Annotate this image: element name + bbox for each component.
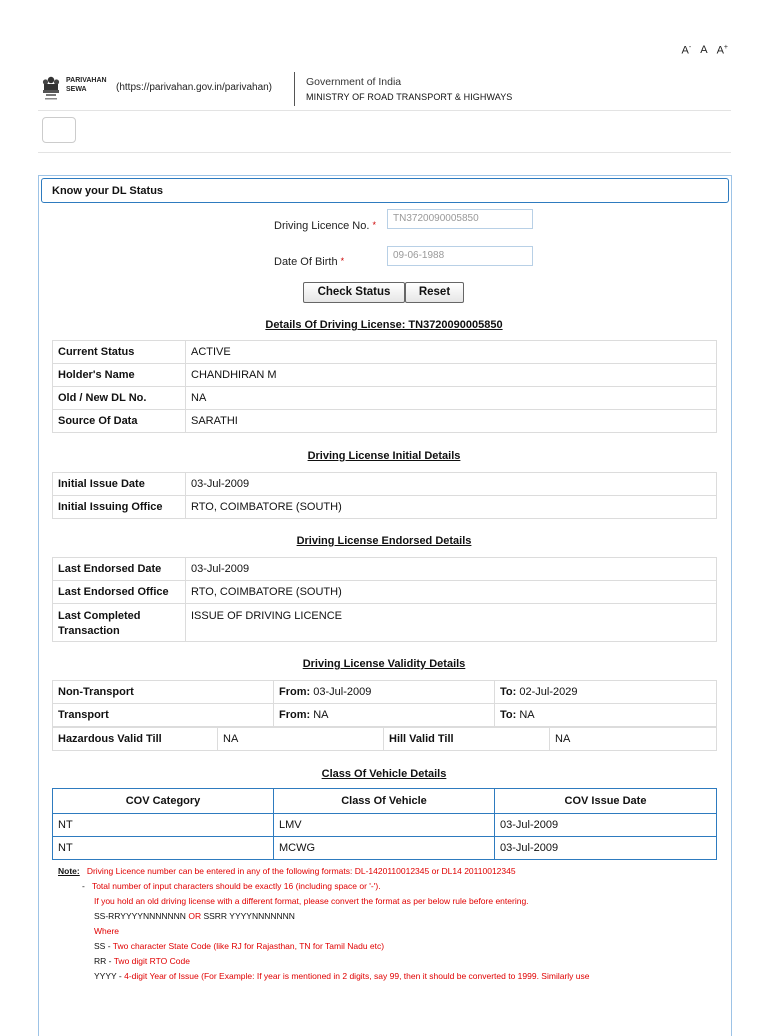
- transport-key: Transport: [53, 704, 274, 727]
- panel-title: Know your DL Status: [52, 185, 164, 197]
- current-status-value: ACTIVE: [186, 341, 717, 364]
- note-line: Note: Driving Licence number can be entered in any of the following formats: DL-1420110012345 or DL14 20110012345: [58, 866, 516, 876]
- validity-table: [52, 680, 717, 727]
- old-new-dl-key: Old / New DL No.: [53, 387, 186, 410]
- last-completed-transaction-key: Last Completed Transaction: [53, 604, 186, 642]
- source-of-data-value: SARATHI: [186, 410, 717, 433]
- cov-category-cell: NT: [53, 837, 274, 860]
- menu-divider-line: [38, 152, 731, 153]
- last-endorsed-office-key: Last Endorsed Office: [53, 581, 186, 604]
- table-row: [53, 496, 717, 519]
- cov-issue-date-cell: 03-Jul-2009: [495, 837, 717, 860]
- table-row: [53, 364, 717, 387]
- initial-issue-date-key: Initial Issue Date: [53, 473, 186, 496]
- initial-issue-date-value: 03-Jul-2009: [186, 473, 717, 496]
- table-row: [53, 604, 717, 642]
- table-row: [53, 681, 717, 704]
- table-row: [53, 704, 717, 727]
- table-row: [53, 558, 717, 581]
- class-of-vehicle-cell: MCWG: [274, 837, 495, 860]
- holder-name-key: Holder's Name: [53, 364, 186, 387]
- cov-issue-date-cell: 03-Jul-2009: [495, 814, 717, 837]
- table-row: [53, 387, 717, 410]
- table-header-row: [53, 789, 717, 814]
- ministry-label: MINISTRY OF ROAD TRANSPORT & HIGHWAYS: [306, 92, 513, 102]
- note-line: SS - Two character State Code (like RJ for Rajasthan, TN for Tamil Nadu etc): [94, 941, 385, 951]
- parivahan-logo-text[interactable]: PARIVAHAN SEWA: [66, 77, 107, 93]
- endorsed-details-table: [52, 557, 717, 642]
- source-of-data-key: Source Of Data: [53, 410, 186, 433]
- initial-issuing-office-key: Initial Issuing Office: [53, 496, 186, 519]
- table-row: [53, 410, 717, 433]
- note-line: Where: [94, 926, 120, 936]
- hazardous-valid-till-value: NA: [218, 728, 384, 751]
- font-size-controls: [682, 44, 728, 57]
- cov-category-cell: NT: [53, 814, 274, 837]
- dob-label: Date Of Birth *: [274, 256, 345, 268]
- site-header: [38, 72, 738, 106]
- table-row: [53, 581, 717, 604]
- header-divider-line: [38, 110, 731, 111]
- endorsed-details-title: Driving License Endorsed Details: [296, 535, 472, 547]
- table-row: [53, 473, 717, 496]
- note-line: YYYY - 4-digit Year of Issue (For Example: If year is mentioned in 2 digits, say 99, then it should be converted to 1999. Similarly use: [94, 971, 590, 981]
- menu-toggle-button[interactable]: [42, 117, 76, 143]
- cov-details-title: Class Of Vehicle Details: [321, 768, 447, 780]
- hill-valid-till-value: NA: [550, 728, 717, 751]
- note-line: - Total number of input characters should be exactly 16 (including space or '-').: [82, 881, 381, 891]
- table-row: [53, 728, 717, 751]
- initial-issuing-office-value: RTO, COIMBATORE (SOUTH): [186, 496, 717, 519]
- dl-number-input[interactable]: TN3720090005850: [387, 209, 533, 229]
- note-line: RR - Two digit RTO Code: [94, 956, 190, 966]
- table-row: [53, 341, 717, 364]
- initial-details-title: Driving License Initial Details: [307, 450, 461, 462]
- check-status-button[interactable]: Check Status: [303, 282, 405, 303]
- dob-input[interactable]: 09-06-1988: [387, 246, 533, 266]
- reset-button[interactable]: Reset: [405, 282, 464, 303]
- hazardous-valid-till-key: Hazardous Valid Till: [53, 728, 218, 751]
- dl-number-label: Driving Licence No. *: [274, 220, 376, 232]
- last-completed-transaction-value: ISSUE OF DRIVING LICENCE: [186, 604, 717, 642]
- last-endorsed-date-value: 03-Jul-2009: [186, 558, 717, 581]
- class-of-vehicle-cell: LMV: [274, 814, 495, 837]
- note-line: SS-RRYYYYNNNNNNN OR SSRR YYYYNNNNNNN: [94, 911, 295, 921]
- holder-name-value: CHANDHIRAN M: [186, 364, 717, 387]
- initial-details-table: [52, 472, 717, 519]
- old-new-dl-value: NA: [186, 387, 717, 410]
- table-row: [53, 814, 717, 837]
- parivahan-link[interactable]: (https://parivahan.gov.in/parivahan): [116, 82, 273, 93]
- font-increase-button[interactable]: A+: [716, 44, 728, 57]
- details-title: Details Of Driving License: TN3720090005850: [265, 319, 503, 331]
- class-of-vehicle-header: Class Of Vehicle: [274, 789, 495, 814]
- last-endorsed-office-value: RTO, COIMBATORE (SOUTH): [186, 581, 717, 604]
- note-line: If you hold an old driving license with a different format, please convert the format as per below rule before entering.: [94, 896, 529, 906]
- transport-from: From: NA: [274, 704, 495, 727]
- transport-to: To: NA: [495, 704, 717, 727]
- current-status-key: Current Status: [53, 341, 186, 364]
- last-endorsed-date-key: Last Endorsed Date: [53, 558, 186, 581]
- validity-details-title: Driving License Validity Details: [302, 658, 466, 670]
- details-table: [52, 340, 717, 433]
- cov-category-header: COV Category: [53, 789, 274, 814]
- non-transport-key: Non-Transport: [53, 681, 274, 704]
- hill-valid-till-key: Hill Valid Till: [384, 728, 550, 751]
- hazard-hill-table: [52, 727, 717, 751]
- government-label: Government of India: [306, 76, 402, 88]
- non-transport-to: To: 02-Jul-2029: [495, 681, 717, 704]
- cov-table: [52, 788, 717, 860]
- note-label: Note:: [58, 866, 80, 876]
- cov-issue-date-header: COV Issue Date: [495, 789, 717, 814]
- font-normal-button[interactable]: A: [700, 44, 708, 56]
- table-row: [53, 837, 717, 860]
- font-decrease-button[interactable]: A-: [681, 44, 692, 57]
- non-transport-from: From: 03-Jul-2009: [274, 681, 495, 704]
- header-divider: [294, 72, 295, 106]
- national-emblem-icon: [40, 74, 62, 102]
- format-notes: [58, 864, 738, 984]
